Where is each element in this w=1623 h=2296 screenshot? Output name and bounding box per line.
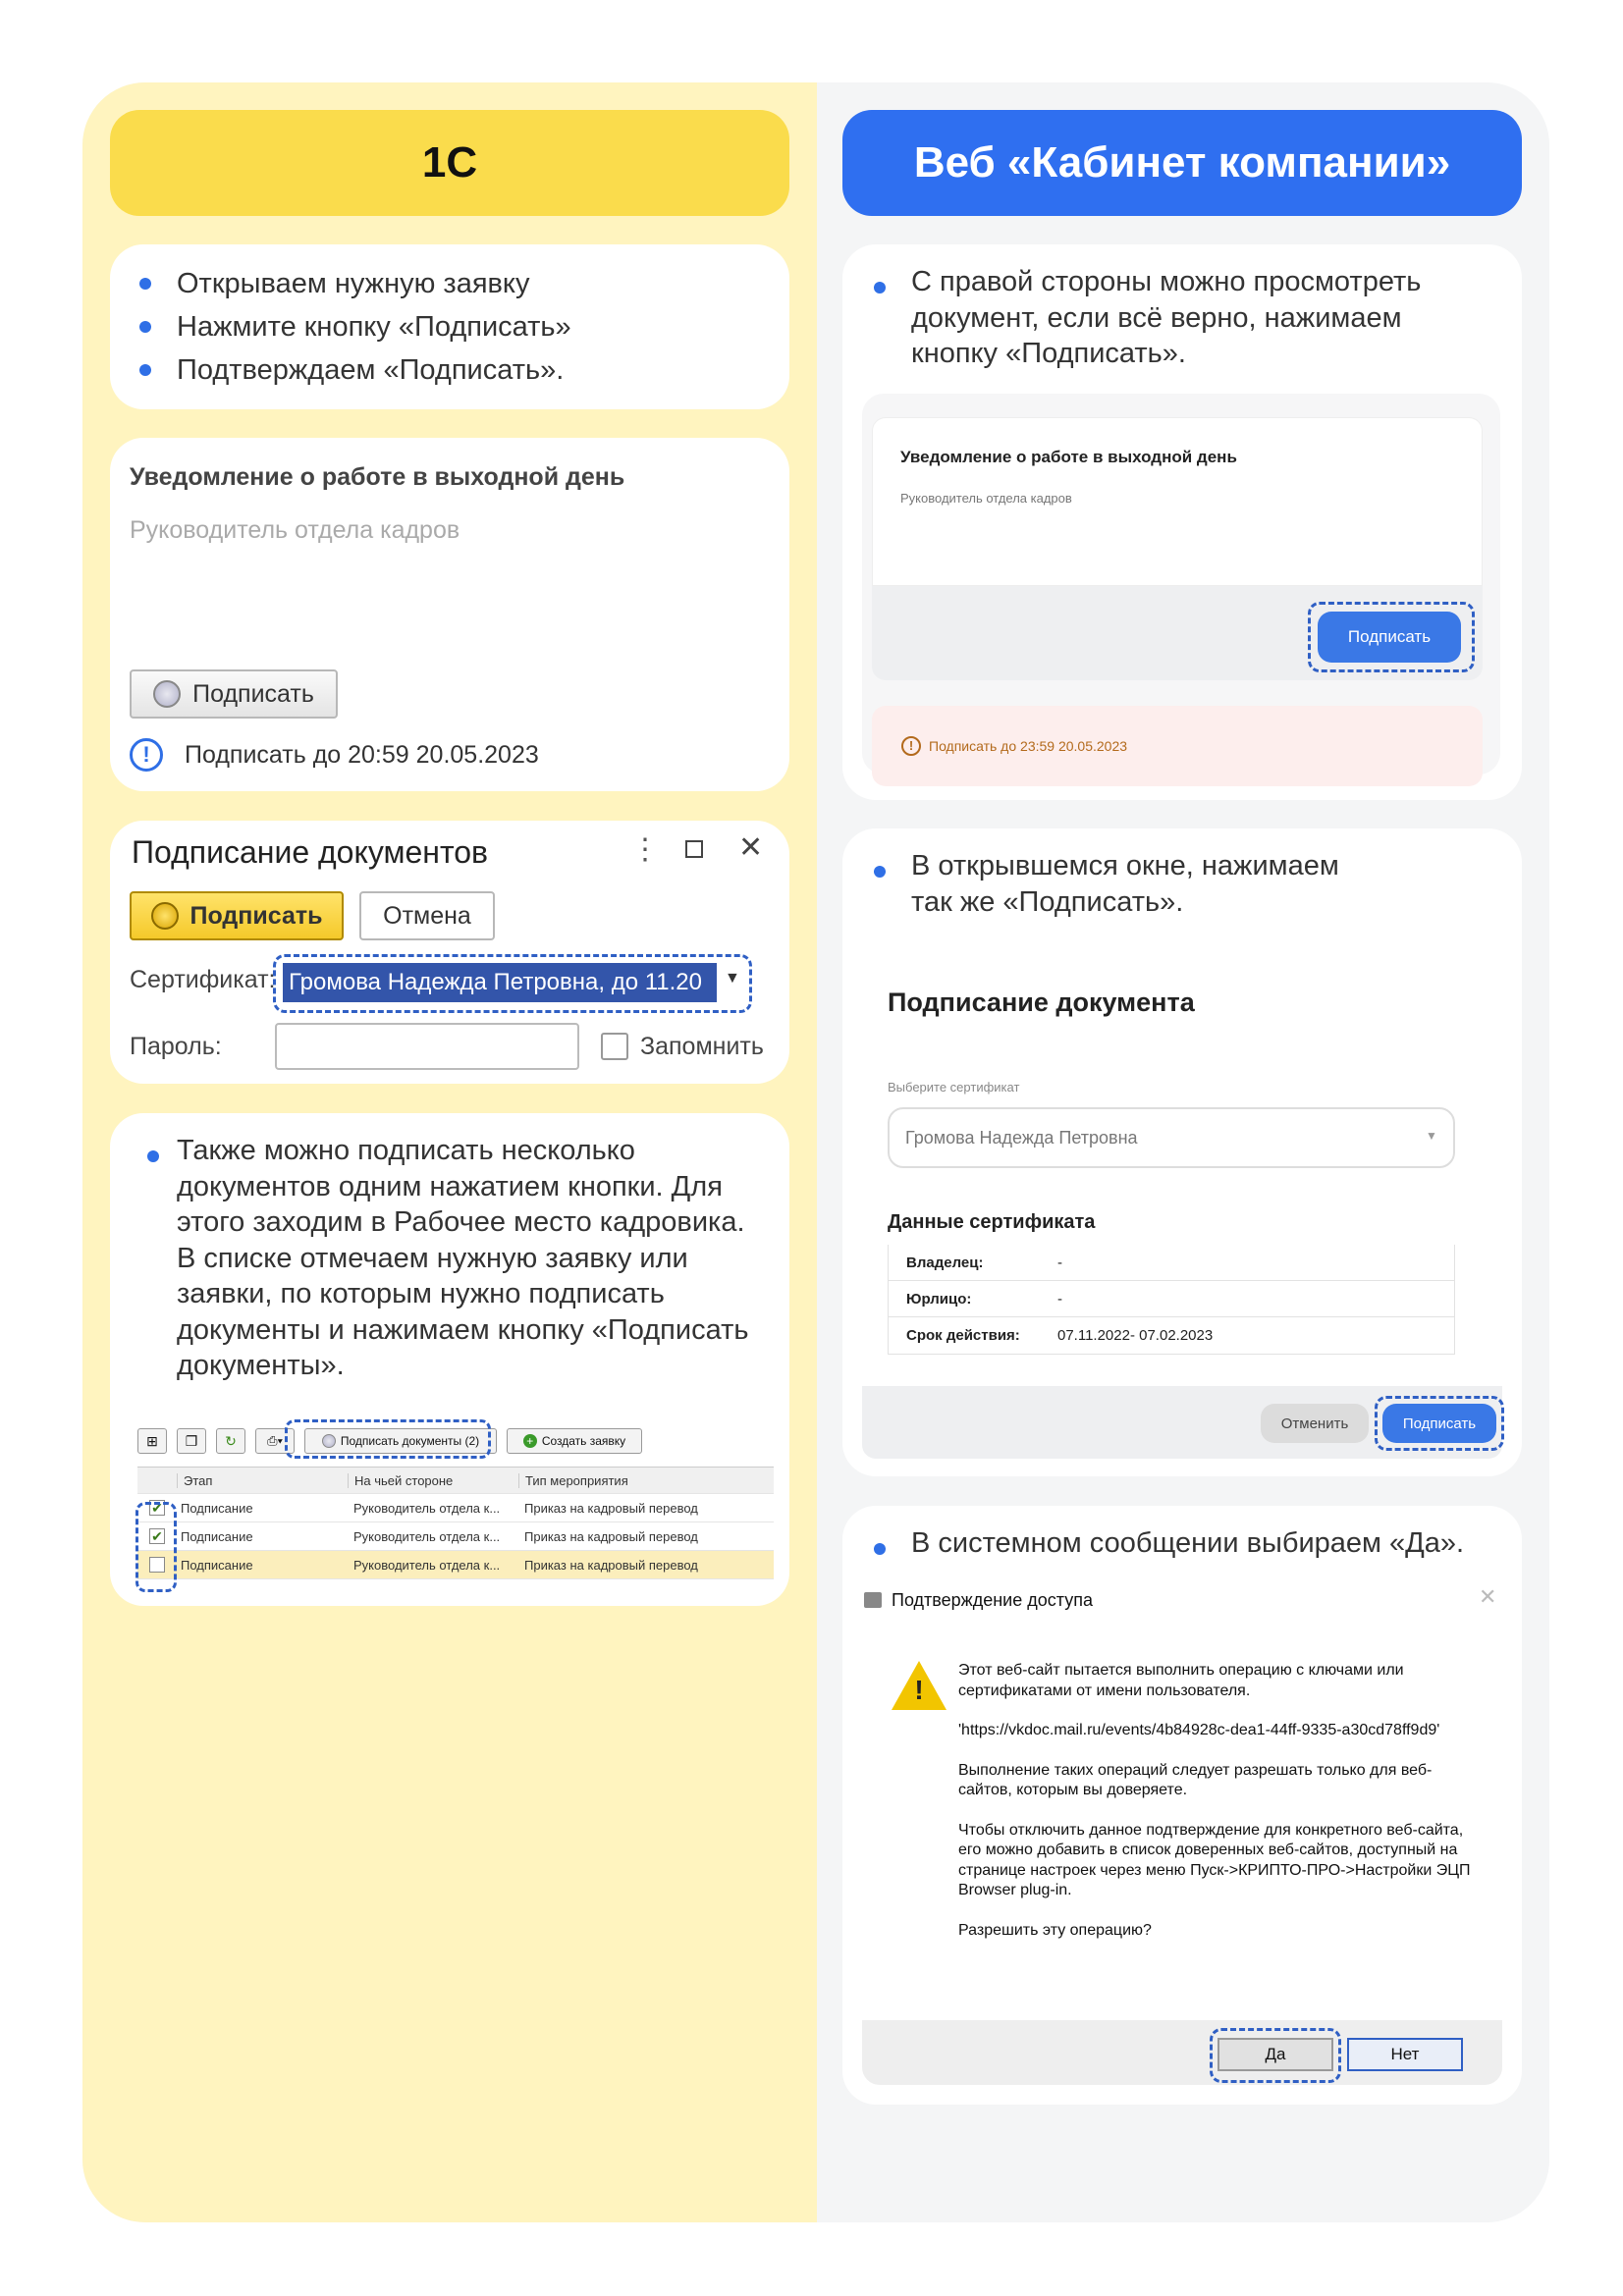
create-request-label: Создать заявку <box>541 1434 626 1448</box>
select-label: Выберите сертификат <box>888 1080 1020 1095</box>
row-checkbox[interactable]: ✔ <box>149 1528 165 1544</box>
cell-type: Приказ на кадровый перевод <box>524 1557 698 1573</box>
sign-documents-label: Подписать документы (2) <box>340 1434 480 1448</box>
password-label: Пароль: <box>130 1033 222 1060</box>
remember-label: Запомнить <box>640 1033 764 1060</box>
chevron-down-icon[interactable]: ▼ <box>725 970 740 987</box>
confirm-url: 'https://vkdoc.mail.ru/events/4b84928c-dea1-44ff-9335-a30cd78ff9d9' <box>958 1722 1440 1738</box>
left-bulk-card <box>110 1113 789 1606</box>
info-icon: ! <box>901 736 921 756</box>
checkbox-highlight <box>135 1502 177 1592</box>
cert-label: Сертификат: <box>130 966 276 993</box>
bulk-text: Также можно подписать несколько документов одним нажатием кнопки. Для этого заходим в Рабочее место кадровика. В списке отмечаем нужную заявку или заявки, по которым нужно подписать документы и нажимаем кнопку «Подписать документы». <box>177 1135 749 1381</box>
doc-card <box>872 417 1483 586</box>
confirm-question: Разрешить эту операцию? <box>958 1921 1152 1939</box>
cancel-button[interactable]: Отмена <box>359 891 495 940</box>
bullet-dot <box>147 1150 159 1162</box>
left-sign-dialog <box>110 821 789 1084</box>
table-row[interactable] <box>137 1551 774 1579</box>
more-icon[interactable]: ⋮ <box>630 833 660 866</box>
maximize-icon[interactable] <box>685 840 703 858</box>
info-icon: ! <box>130 738 163 772</box>
cert-select[interactable]: Громова Надежда Петровна <box>888 1107 1455 1168</box>
bullet-dot <box>874 282 886 294</box>
refresh-icon[interactable]: ↻ <box>216 1428 245 1454</box>
column-header: Этап <box>177 1473 348 1488</box>
chevron-down-icon[interactable]: ▼ <box>1426 1129 1437 1143</box>
signature-coin-icon <box>151 902 179 930</box>
window-icon <box>864 1592 882 1608</box>
list-item: Подтверждаем «Подписать». <box>110 348 789 392</box>
deadline-banner <box>872 706 1483 786</box>
right-column-web <box>817 82 1549 2222</box>
no-button[interactable]: Нет <box>1347 2038 1463 2071</box>
field-value: 07.11.2022- 07.02.2023 <box>1057 1327 1214 1344</box>
cell-type: Приказ на кадровый перевод <box>524 1500 698 1516</box>
right-sign-card <box>842 828 1522 1476</box>
remember-checkbox[interactable] <box>601 1033 628 1060</box>
field-label: Владелец: <box>906 1254 984 1271</box>
deadline-text: Подписать до 20:59 20.05.2023 <box>185 741 539 769</box>
field-label: Срок действия: <box>906 1327 1020 1344</box>
doc-preview <box>862 394 1500 774</box>
right-header: Веб «Кабинет компании» <box>842 110 1522 216</box>
confirm-title: Подтверждение доступа <box>892 1590 1093 1610</box>
doc-title: Уведомление о работе в выходной день <box>900 448 1237 466</box>
cell-side: Руководитель отдела к... <box>353 1557 501 1573</box>
yes-button[interactable]: Да <box>1217 2038 1333 2071</box>
cert-data-title: Данные сертификата <box>888 1211 1096 1233</box>
print-icon[interactable]: ⎙▾ <box>255 1428 295 1454</box>
cert-data-table <box>888 1245 1455 1355</box>
sign-button[interactable] <box>130 669 338 719</box>
confirm-body <box>958 1661 1479 1941</box>
cell-type: Приказ на кадровый перевод <box>524 1528 698 1544</box>
table-header <box>137 1467 774 1494</box>
list-item: Нажмите кнопку «Подписать» <box>110 305 789 348</box>
sign-button[interactable]: Подписать <box>1382 1404 1496 1443</box>
bullet-dot <box>874 1543 886 1555</box>
doc-subtitle: Руководитель отдела кадров <box>900 491 1072 506</box>
list-item: Открываем нужную заявку <box>110 262 789 305</box>
column-header: На чьей стороне <box>348 1473 518 1488</box>
cell-stage: Подписание <box>181 1557 253 1573</box>
confirm-paragraph: Этот веб-сайт пытается выполнить операцию с ключами или сертификатами от имени пользователя. <box>958 1662 1404 1699</box>
left-header: 1С <box>110 110 789 216</box>
left-notice-card <box>110 438 789 791</box>
row-checkbox[interactable]: ✔ <box>149 1500 165 1516</box>
left-column-1c <box>82 82 817 2222</box>
plus-icon: + <box>523 1434 537 1448</box>
sign-button-label: Подписать <box>192 679 314 708</box>
field-label: Юрлицо: <box>906 1290 972 1308</box>
cert-select[interactable]: Громова Надежда Петровна, до 11.20 <box>283 963 717 1002</box>
add-icon[interactable]: ⊞ <box>137 1428 167 1454</box>
sign-dialog-title: Подписание документа <box>888 988 1195 1017</box>
create-request-button[interactable] <box>507 1428 642 1454</box>
left-intro-list <box>110 262 789 392</box>
cell-side: Руководитель отдела к... <box>353 1528 501 1544</box>
confirm-paragraph: Выполнение таких операций следует разрешать только для веб-сайтов, которым вы доверяете. <box>958 1761 1433 1798</box>
left-intro-card <box>110 244 789 409</box>
cell-stage: Подписание <box>181 1528 253 1544</box>
step3-text: В системном сообщении выбираем «Да». <box>911 1527 1465 1559</box>
copy-icon[interactable]: ❐ <box>177 1428 206 1454</box>
close-icon[interactable]: ✕ <box>1479 1584 1497 1609</box>
warning-mark: ! <box>914 1675 924 1705</box>
table-row[interactable] <box>137 1494 774 1522</box>
cell-stage: Подписание <box>181 1500 253 1516</box>
password-field[interactable] <box>275 1023 579 1070</box>
requests-table <box>137 1467 774 1584</box>
column-header: Тип мероприятия <box>518 1473 754 1488</box>
notice-subtitle: Руководитель отдела кадров <box>130 516 460 544</box>
sign-button[interactable] <box>130 891 344 940</box>
field-value: - <box>1057 1254 1062 1271</box>
signature-coin-icon <box>153 680 181 708</box>
deadline-text: Подписать до 23:59 20.05.2023 <box>929 738 1128 754</box>
close-icon[interactable]: ✕ <box>738 831 764 864</box>
page-shell <box>82 82 1549 2222</box>
intro-text: С правой стороны можно просмотреть документ, если всё верно, нажимаем кнопку «Подписать». <box>911 266 1422 369</box>
sign-button[interactable]: Подписать <box>1318 612 1461 663</box>
field-value: - <box>1057 1290 1062 1308</box>
right-confirm-card <box>842 1506 1522 2105</box>
step2-text: В открывшемся окне, нажимаем так же «Подписать». <box>911 850 1339 918</box>
dialog-title: Подписание документов <box>132 834 489 870</box>
sign-documents-highlight <box>285 1419 491 1459</box>
cell-side: Руководитель отдела к... <box>353 1500 501 1516</box>
notice-title: Уведомление о работе в выходной день <box>130 463 625 491</box>
sign-button-label: Подписать <box>189 901 323 930</box>
right-intro-card <box>842 244 1522 800</box>
bullet-dot <box>874 866 886 878</box>
table-row[interactable] <box>137 1522 774 1551</box>
confirm-paragraph: Чтобы отключить данное подтверждение для конкретного веб-сайта, его можно добавить в список доверенных веб-сайтов, доступный на странице настроек через меню Пуск->КРИПТО-ПРО->Настройки ЭЦП Browser plug-in. <box>958 1821 1471 1898</box>
cancel-button[interactable]: Отменить <box>1261 1404 1369 1443</box>
